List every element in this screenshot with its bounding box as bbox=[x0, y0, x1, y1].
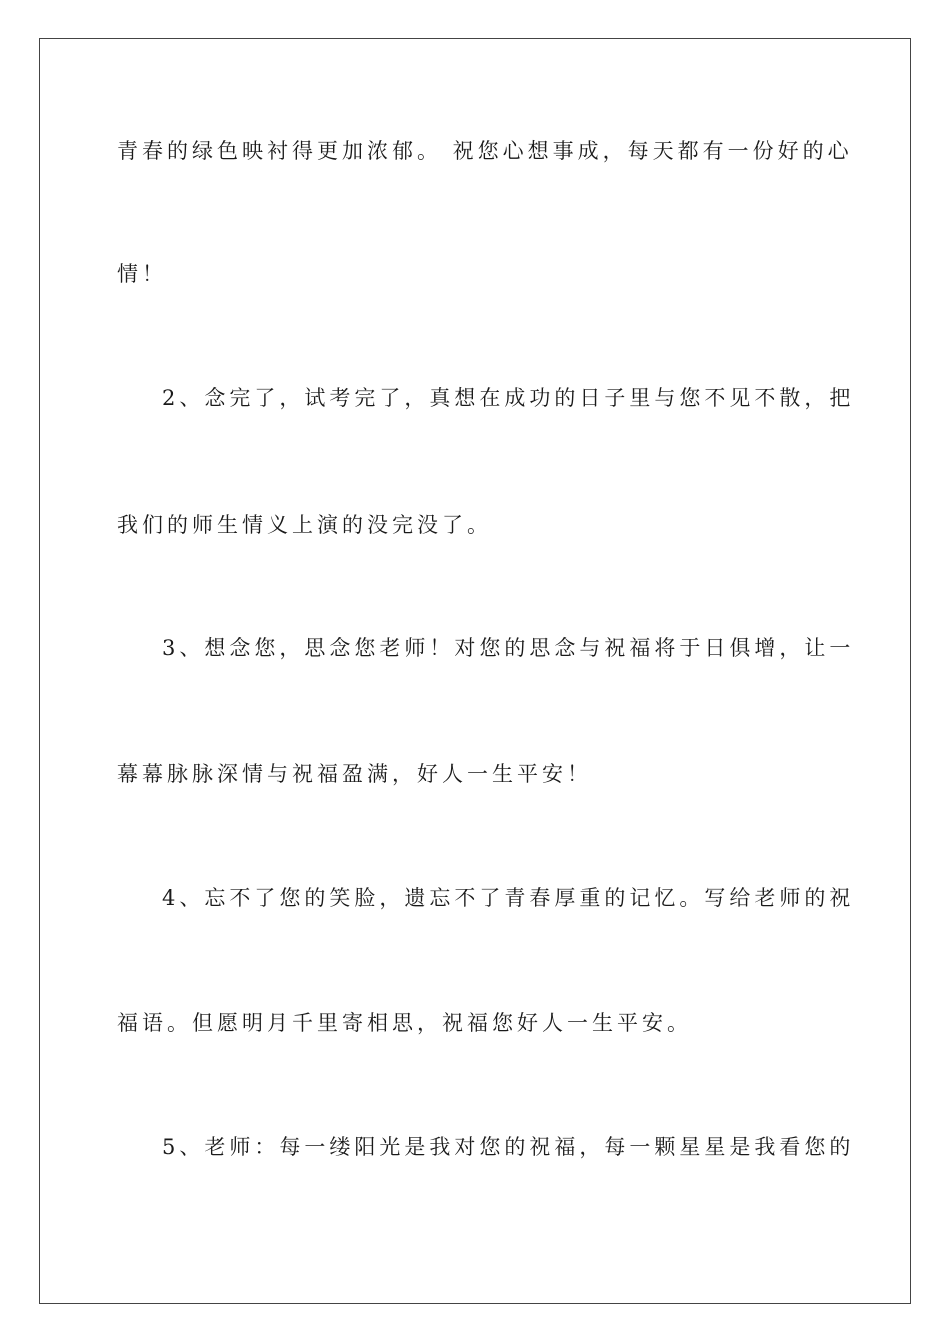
text-line: 3、想念您，思念您老师！对您的思念与祝福将于日俱增，让一 bbox=[162, 636, 855, 660]
text-line: 2、念完了，试考完了，真想在成功的日子里与您不见不散，把 bbox=[162, 386, 855, 410]
page-frame bbox=[39, 38, 911, 1304]
text-line: 幕幕脉脉深情与祝福盈满，好人一生平安！ bbox=[117, 762, 592, 786]
text-line: 5、老师：每一缕阳光是我对您的祝福，每一颗星星是我看您的 bbox=[162, 1135, 855, 1159]
text-line: 情！ bbox=[117, 262, 167, 286]
text-line: 青春的绿色映衬得更加浓郁。 祝您心想事成，每天都有一份好的心 bbox=[117, 139, 853, 163]
text-line: 4、忘不了您的笑脸，遗忘不了青春厚重的记忆。写给老师的祝 bbox=[162, 886, 855, 910]
text-line: 福语。但愿明月千里寄相思，祝福您好人一生平安。 bbox=[117, 1011, 692, 1035]
text-line: 我们的师生情义上演的没完没了。 bbox=[117, 513, 492, 537]
